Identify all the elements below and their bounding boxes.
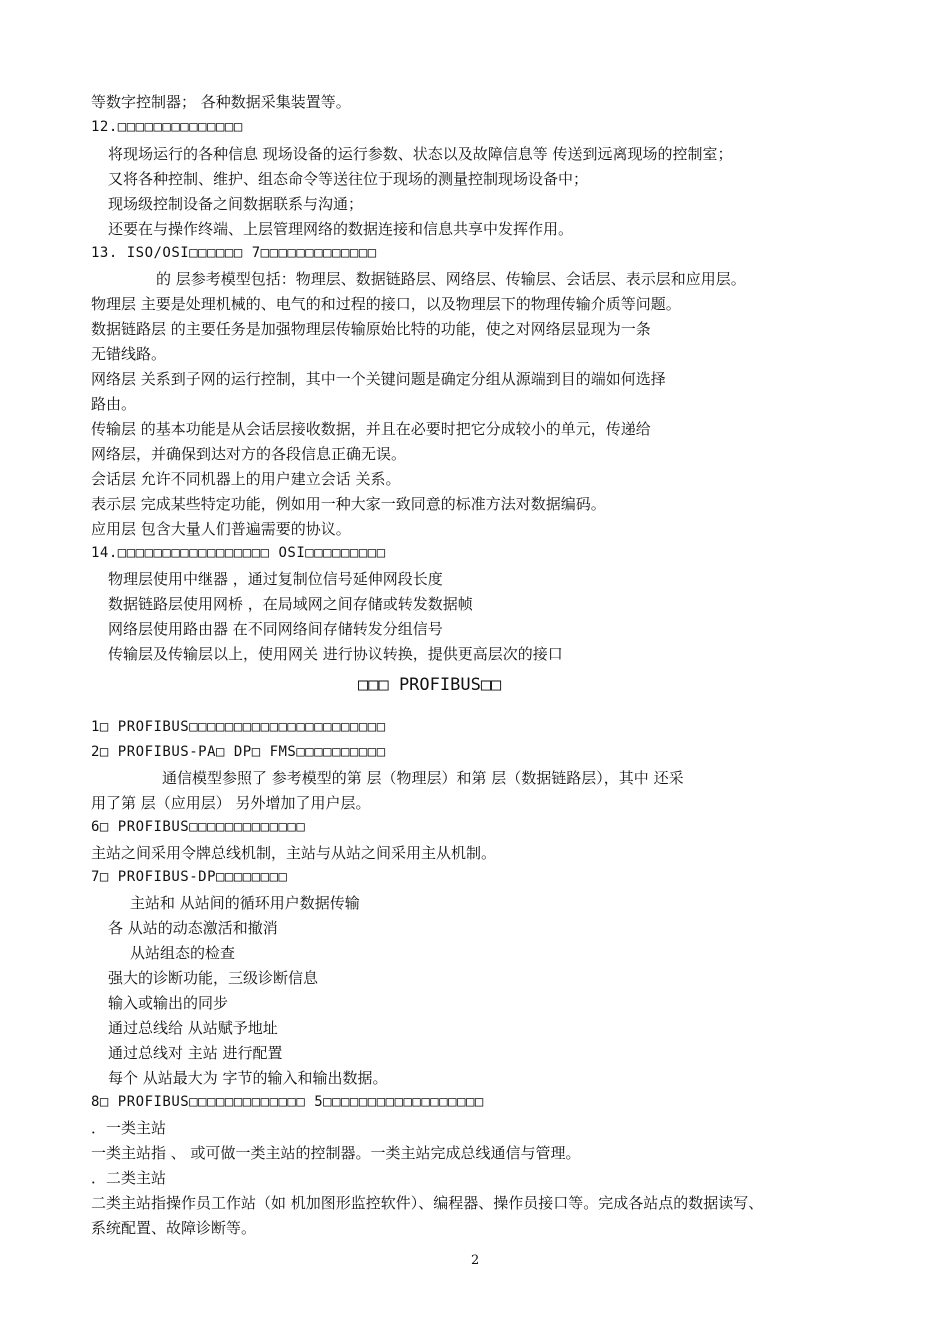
text-line: 输入或输出的同步: [108, 994, 229, 1012]
numbered-heading: 6□ PROFIBUS□□□□□□□□□□□□□: [91, 819, 306, 835]
text-line: 物理层使用中继器 ，通过复制位信号延伸网段长度: [108, 570, 443, 588]
text-line: 又将各种控制、维护、组态命令等送往位于现场的测量控制现场设备中；: [108, 170, 589, 188]
text-line: 将现场运行的各种信息 现场设备的运行参数、状态以及故障信息等 传送到远离现场的控制室；: [108, 145, 733, 163]
text-line: 传输层 的基本功能是从会话层接收数据，并且在必要时把它分成较小的单元，传递给: [91, 420, 651, 438]
text-line: 主站和 从站间的循环用户数据传输: [130, 894, 360, 912]
text-line: 主站之间采用令牌总线机制，主站与从站之间采用主从机制。: [91, 844, 497, 862]
numbered-heading: 8□ PROFIBUS□□□□□□□□□□□□□ 5□□□□□□□□□□□□□□□□□□: [91, 1094, 484, 1110]
numbered-heading: 12.□□□□□□□□□□□□□□: [91, 119, 243, 135]
text-line: 会话层 允许不同机器上的用户建立会话 关系。: [91, 470, 401, 488]
text-line: 每个 从站最大为 字节的输入和输出数据。: [108, 1069, 388, 1087]
numbered-heading: 1□ PROFIBUS□□□□□□□□□□□□□□□□□□□□□□: [91, 719, 386, 735]
text-line: 二类主站指操作员工作站（如 机加图形监控软件）、编程器、操作员接口等。完成各站点的数据读写、: [91, 1194, 764, 1212]
text-line: 网络层，并确保到达对方的各段信息正确无误。: [91, 445, 407, 463]
text-line: 无错线路。: [91, 345, 167, 363]
text-line: 的 层参考模型包括：物理层、数据链路层、网络层、传输层、会话层、表示层和应用层。: [156, 270, 746, 288]
numbered-heading: 13. ISO/OSI□□□□□□ 7□□□□□□□□□□□□□: [91, 245, 377, 261]
text-line: 现场级控制设备之间数据联系与沟通；: [108, 195, 364, 213]
text-line: 表示层 完成某些特定功能，例如用一种大家一致同意的标准方法对数据编码。: [91, 495, 606, 513]
text-line: 强大的诊断功能，三级诊断信息: [108, 969, 319, 987]
text-line: 等数字控制器； 各种数据采集装置等。: [91, 93, 351, 111]
page-number: 2: [471, 1253, 480, 1268]
text-line: 还要在与操作终端、上层管理网络的数据连接和信息共享中发挥作用。: [108, 220, 574, 238]
text-line: 应用层 包含大量人们普遍需要的协议。: [91, 520, 351, 538]
text-line: 通过总线给 从站赋予地址: [108, 1019, 278, 1037]
numbered-heading: 14.□□□□□□□□□□□□□□□□□ OSI□□□□□□□□□: [91, 545, 386, 561]
text-line: 一类主站指 、 或可做一类主站的控制器。一类主站完成总线通信与管理。: [91, 1144, 581, 1162]
numbered-heading: 2□ PROFIBUS-PA□ DP□ FMS□□□□□□□□□□: [91, 744, 386, 760]
section-heading: □□□ PROFIBUS□□: [358, 675, 502, 695]
text-line: 系统配置、故障诊断等。: [91, 1219, 257, 1237]
text-line: ．二类主站: [91, 1169, 167, 1187]
text-line: 网络层使用路由器 在不同网络间存储转发分组信号: [108, 620, 443, 638]
text-line: ．一类主站: [91, 1119, 167, 1137]
text-line: 通信模型参照了 参考模型的第 层（物理层）和第 层（数据链路层），其中 还采: [162, 769, 684, 787]
numbered-heading: 7□ PROFIBUS-DP□□□□□□□□: [91, 869, 288, 885]
text-line: 数据链路层使用网桥 ，在局域网之间存储或转发数据帧: [108, 595, 473, 613]
text-line: 传输层及传输层以上，使用网关 进行协议转换，提供更高层次的接口: [108, 645, 563, 663]
text-line: 网络层 关系到子网的运行控制，其中一个关键问题是确定分组从源端到目的端如何选择: [91, 370, 666, 388]
text-line: 物理层 主要是处理机械的、电气的和过程的接口，以及物理层下的物理传输介质等问题。: [91, 295, 681, 313]
text-line: 通过总线对 主站 进行配置: [108, 1044, 283, 1062]
text-line: 数据链路层 的主要任务是加强物理层传输原始比特的功能，使之对网络层显现为一条: [91, 320, 651, 338]
text-line: 从站组态的检查: [130, 944, 236, 962]
text-line: 用了第 层（应用层） 另外增加了用户层。: [91, 794, 371, 812]
text-line: 路由。: [91, 395, 137, 413]
text-line: 各 从站的动态激活和撤消: [108, 919, 278, 937]
